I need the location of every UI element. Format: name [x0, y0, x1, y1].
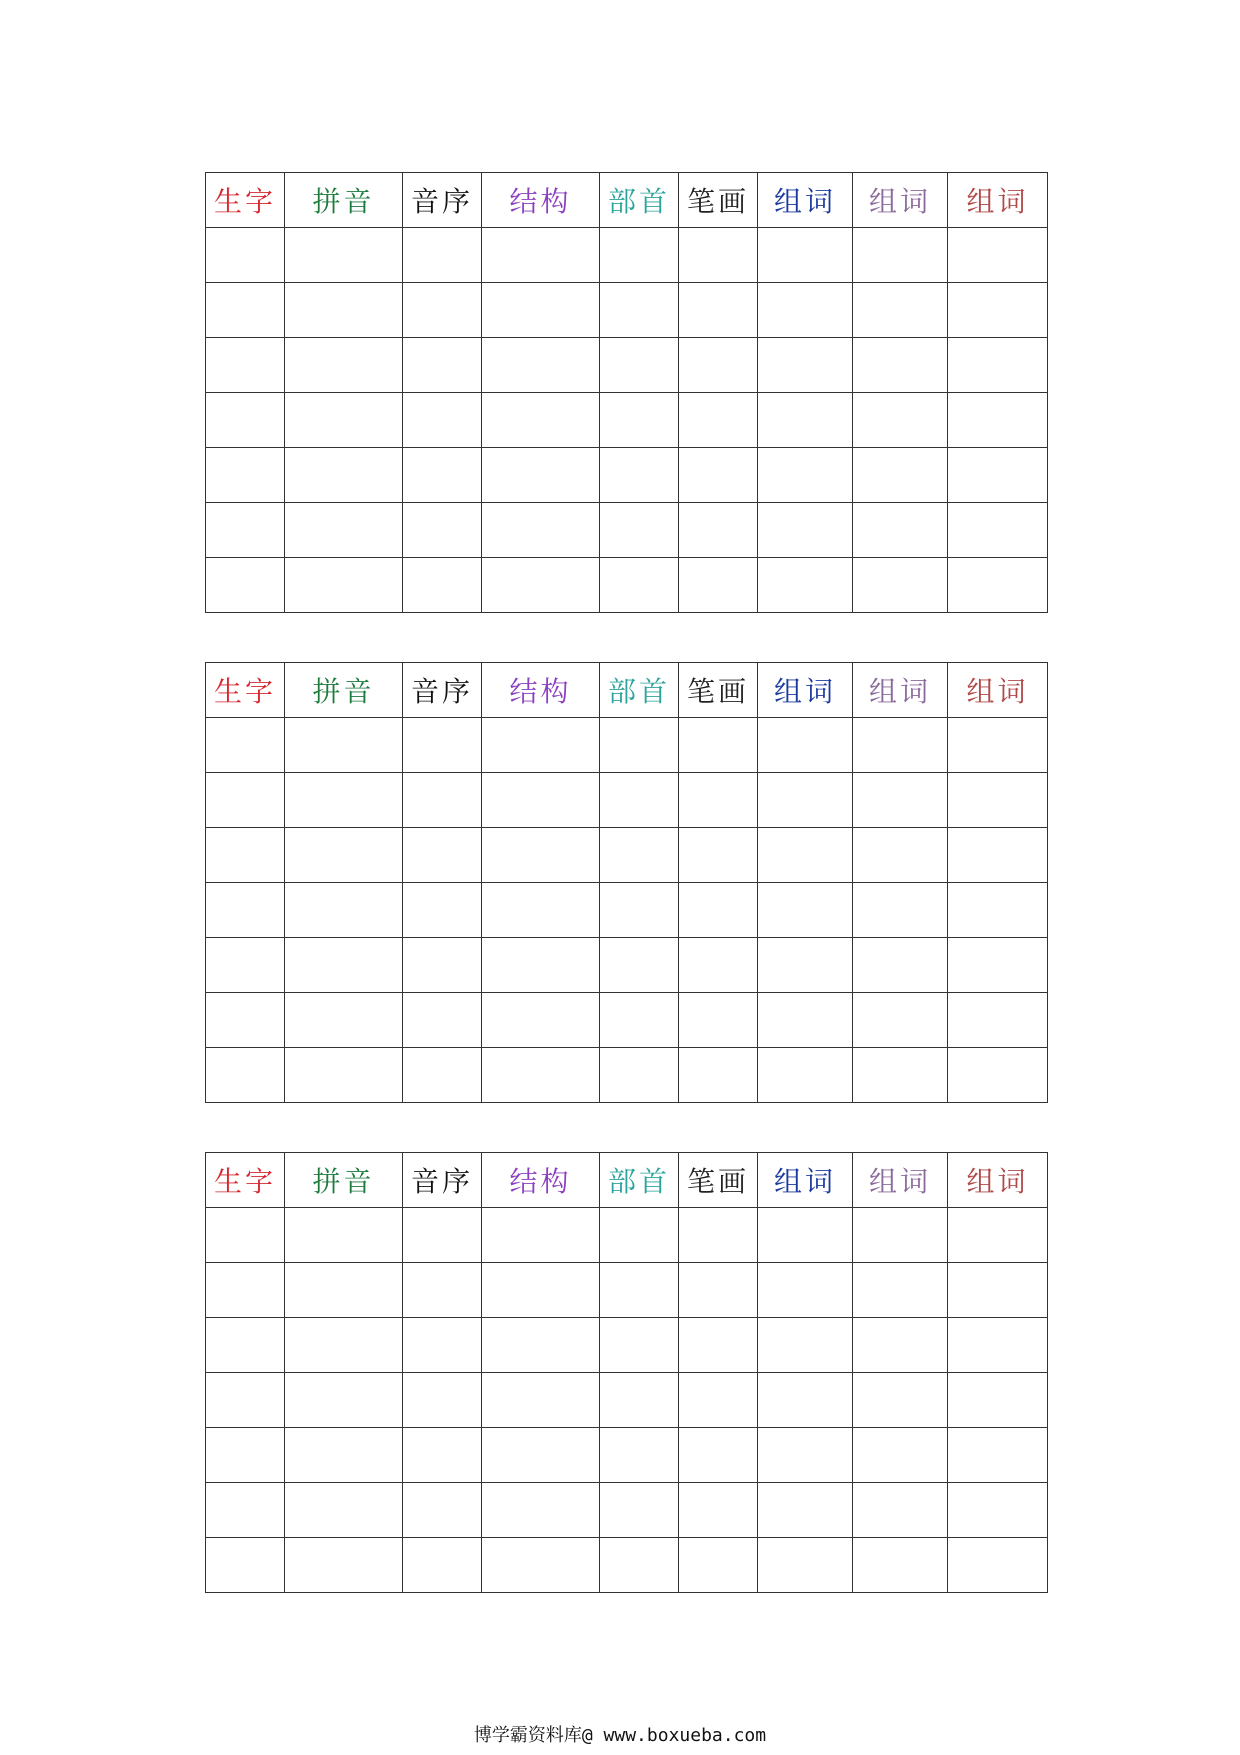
- blank-cell[interactable]: [853, 1318, 948, 1373]
- column-header: 组词: [948, 1153, 1048, 1208]
- blank-cell[interactable]: [948, 993, 1048, 1048]
- column-header: 组词: [853, 1153, 948, 1208]
- blank-cell[interactable]: [948, 1318, 1048, 1373]
- table-row: [206, 448, 1048, 503]
- blank-cell[interactable]: [758, 938, 853, 993]
- table-row: [206, 1373, 1048, 1428]
- worksheet-table-3: [205, 1152, 1048, 1593]
- blank-cell[interactable]: [679, 1048, 758, 1103]
- column-header: 组词: [853, 173, 948, 228]
- blank-cell[interactable]: [679, 773, 758, 828]
- blank-cell[interactable]: [285, 338, 403, 393]
- table-row: [206, 993, 1048, 1048]
- blank-cell[interactable]: [600, 938, 679, 993]
- blank-cell[interactable]: [679, 558, 758, 613]
- blank-cell[interactable]: [206, 1483, 285, 1538]
- blank-cell[interactable]: [758, 718, 853, 773]
- blank-cell[interactable]: [948, 828, 1048, 883]
- blank-cell[interactable]: [948, 1263, 1048, 1318]
- blank-cell[interactable]: [600, 1318, 679, 1373]
- blank-cell[interactable]: [853, 283, 948, 338]
- table-row: [206, 1483, 1048, 1538]
- blank-cell[interactable]: [758, 558, 853, 613]
- blank-cell[interactable]: [853, 1538, 948, 1593]
- blank-cell[interactable]: [853, 883, 948, 938]
- blank-cell[interactable]: [679, 993, 758, 1048]
- blank-cell[interactable]: [600, 393, 679, 448]
- blank-cell[interactable]: [948, 938, 1048, 993]
- blank-cell[interactable]: [206, 1373, 285, 1428]
- blank-cell[interactable]: [482, 773, 600, 828]
- blank-cell[interactable]: [482, 1208, 600, 1263]
- blank-cell[interactable]: [285, 1318, 403, 1373]
- blank-cell[interactable]: [403, 283, 482, 338]
- blank-cell[interactable]: [679, 828, 758, 883]
- blank-cell[interactable]: [403, 338, 482, 393]
- column-header: 音序: [403, 173, 482, 228]
- blank-cell[interactable]: [758, 1538, 853, 1593]
- blank-cell[interactable]: [600, 718, 679, 773]
- blank-cell[interactable]: [600, 1538, 679, 1593]
- blank-cell[interactable]: [600, 993, 679, 1048]
- blank-cell[interactable]: [600, 828, 679, 883]
- blank-cell[interactable]: [948, 338, 1048, 393]
- blank-cell[interactable]: [206, 828, 285, 883]
- blank-cell[interactable]: [948, 1048, 1048, 1103]
- column-header: 结构: [482, 1153, 600, 1208]
- column-header: 音序: [403, 1153, 482, 1208]
- blank-cell[interactable]: [206, 393, 285, 448]
- blank-cell[interactable]: [403, 1318, 482, 1373]
- blank-cell[interactable]: [285, 448, 403, 503]
- table-row: [206, 1318, 1048, 1373]
- column-header: 生字: [206, 1153, 285, 1208]
- blank-cell[interactable]: [948, 883, 1048, 938]
- blank-cell[interactable]: [853, 1263, 948, 1318]
- blank-cell[interactable]: [206, 938, 285, 993]
- table-row: [206, 558, 1048, 613]
- blank-cell[interactable]: [853, 558, 948, 613]
- blank-cell[interactable]: [482, 718, 600, 773]
- blank-cell[interactable]: [285, 773, 403, 828]
- blank-cell[interactable]: [403, 718, 482, 773]
- blank-cell[interactable]: [679, 338, 758, 393]
- column-header: 部首: [600, 1153, 679, 1208]
- blank-cell[interactable]: [206, 993, 285, 1048]
- blank-cell[interactable]: [679, 1263, 758, 1318]
- blank-cell[interactable]: [758, 503, 853, 558]
- table-row: [206, 283, 1048, 338]
- blank-cell[interactable]: [853, 773, 948, 828]
- blank-cell[interactable]: [948, 1538, 1048, 1593]
- blank-cell[interactable]: [482, 1483, 600, 1538]
- blank-cell[interactable]: [206, 1428, 285, 1483]
- blank-cell[interactable]: [285, 1208, 403, 1263]
- header-row: [206, 663, 1048, 718]
- blank-cell[interactable]: [206, 1318, 285, 1373]
- footer-watermark: 博学霸资料库@ www.boxueba.com: [473, 1725, 767, 1746]
- blank-cell[interactable]: [853, 503, 948, 558]
- blank-cell[interactable]: [482, 1263, 600, 1318]
- blank-cell[interactable]: [853, 1483, 948, 1538]
- blank-cell[interactable]: [403, 1538, 482, 1593]
- blank-cell[interactable]: [679, 938, 758, 993]
- blank-cell[interactable]: [600, 228, 679, 283]
- blank-cell[interactable]: [285, 503, 403, 558]
- worksheet-table-1: [205, 172, 1048, 613]
- blank-cell[interactable]: [482, 883, 600, 938]
- blank-cell[interactable]: [853, 448, 948, 503]
- table-row: [206, 503, 1048, 558]
- blank-cell[interactable]: [853, 228, 948, 283]
- blank-cell[interactable]: [948, 1208, 1048, 1263]
- blank-cell[interactable]: [285, 393, 403, 448]
- blank-cell[interactable]: [206, 883, 285, 938]
- blank-cell[interactable]: [853, 828, 948, 883]
- blank-cell[interactable]: [758, 228, 853, 283]
- column-header: 笔画: [679, 1153, 758, 1208]
- blank-cell[interactable]: [948, 558, 1048, 613]
- blank-cell[interactable]: [403, 228, 482, 283]
- blank-cell[interactable]: [679, 1428, 758, 1483]
- blank-cell[interactable]: [853, 1428, 948, 1483]
- table-row: [206, 1208, 1048, 1263]
- blank-cell[interactable]: [285, 1428, 403, 1483]
- table-row: [206, 938, 1048, 993]
- blank-cell[interactable]: [758, 1318, 853, 1373]
- header-row: [206, 173, 1048, 228]
- blank-cell[interactable]: [285, 828, 403, 883]
- blank-cell[interactable]: [482, 558, 600, 613]
- blank-cell[interactable]: [853, 993, 948, 1048]
- blank-cell[interactable]: [403, 1373, 482, 1428]
- blank-cell[interactable]: [758, 1048, 853, 1103]
- column-header: 部首: [600, 663, 679, 718]
- blank-cell[interactable]: [403, 1483, 482, 1538]
- blank-cell[interactable]: [403, 883, 482, 938]
- column-header: 笔画: [679, 663, 758, 718]
- blank-cell[interactable]: [679, 718, 758, 773]
- blank-cell[interactable]: [600, 773, 679, 828]
- blank-cell[interactable]: [206, 283, 285, 338]
- blank-cell[interactable]: [206, 1208, 285, 1263]
- blank-cell[interactable]: [679, 393, 758, 448]
- header-row: [206, 1153, 1048, 1208]
- blank-cell[interactable]: [206, 1048, 285, 1103]
- blank-cell[interactable]: [403, 1428, 482, 1483]
- blank-cell[interactable]: [206, 773, 285, 828]
- blank-cell[interactable]: [285, 1538, 403, 1593]
- blank-cell[interactable]: [285, 558, 403, 613]
- blank-cell[interactable]: [853, 1208, 948, 1263]
- blank-cell[interactable]: [758, 1483, 853, 1538]
- blank-cell[interactable]: [285, 283, 403, 338]
- blank-cell[interactable]: [600, 338, 679, 393]
- table-body: [206, 228, 1048, 613]
- blank-cell[interactable]: [758, 883, 853, 938]
- blank-cell[interactable]: [206, 1263, 285, 1318]
- column-header: 拼音: [285, 663, 403, 718]
- blank-cell[interactable]: [482, 1048, 600, 1103]
- blank-cell[interactable]: [679, 1483, 758, 1538]
- blank-cell[interactable]: [948, 773, 1048, 828]
- blank-cell[interactable]: [206, 448, 285, 503]
- blank-cell[interactable]: [285, 1048, 403, 1103]
- blank-cell[interactable]: [948, 283, 1048, 338]
- blank-cell[interactable]: [758, 1373, 853, 1428]
- blank-cell[interactable]: [403, 1048, 482, 1103]
- blank-cell[interactable]: [600, 1208, 679, 1263]
- blank-cell[interactable]: [482, 1373, 600, 1428]
- blank-cell[interactable]: [403, 1208, 482, 1263]
- worksheet-table-2: [205, 662, 1048, 1103]
- blank-cell[interactable]: [482, 1318, 600, 1373]
- blank-cell[interactable]: [206, 718, 285, 773]
- blank-cell[interactable]: [482, 228, 600, 283]
- table-row: [206, 338, 1048, 393]
- blank-cell[interactable]: [948, 448, 1048, 503]
- blank-cell[interactable]: [853, 1373, 948, 1428]
- blank-cell[interactable]: [758, 448, 853, 503]
- blank-cell[interactable]: [679, 883, 758, 938]
- blank-cell[interactable]: [482, 1428, 600, 1483]
- table-row: [206, 228, 1048, 283]
- blank-cell[interactable]: [758, 1428, 853, 1483]
- blank-cell[interactable]: [206, 1538, 285, 1593]
- blank-cell[interactable]: [206, 558, 285, 613]
- column-header: 组词: [758, 173, 853, 228]
- blank-cell[interactable]: [758, 1208, 853, 1263]
- blank-cell[interactable]: [600, 1263, 679, 1318]
- blank-cell[interactable]: [403, 938, 482, 993]
- blank-cell[interactable]: [285, 1373, 403, 1428]
- blank-cell[interactable]: [679, 1318, 758, 1373]
- blank-cell[interactable]: [948, 228, 1048, 283]
- blank-cell[interactable]: [403, 828, 482, 883]
- blank-cell[interactable]: [482, 393, 600, 448]
- blank-cell[interactable]: [758, 773, 853, 828]
- blank-cell[interactable]: [285, 1263, 403, 1318]
- blank-cell[interactable]: [403, 773, 482, 828]
- table-row: [206, 393, 1048, 448]
- blank-cell[interactable]: [758, 828, 853, 883]
- column-header: 组词: [948, 173, 1048, 228]
- blank-cell[interactable]: [285, 938, 403, 993]
- blank-cell[interactable]: [600, 1373, 679, 1428]
- blank-cell[interactable]: [206, 503, 285, 558]
- blank-cell[interactable]: [948, 1373, 1048, 1428]
- column-header: 组词: [853, 663, 948, 718]
- blank-cell[interactable]: [758, 1263, 853, 1318]
- table-row: [206, 828, 1048, 883]
- column-header: 结构: [482, 663, 600, 718]
- blank-cell[interactable]: [206, 228, 285, 283]
- blank-cell[interactable]: [285, 228, 403, 283]
- blank-cell[interactable]: [403, 503, 482, 558]
- column-header: 组词: [948, 663, 1048, 718]
- blank-cell[interactable]: [600, 283, 679, 338]
- blank-cell[interactable]: [679, 1208, 758, 1263]
- blank-cell[interactable]: [758, 993, 853, 1048]
- column-header: 组词: [758, 1153, 853, 1208]
- blank-cell[interactable]: [482, 338, 600, 393]
- column-header: 部首: [600, 173, 679, 228]
- blank-cell[interactable]: [482, 828, 600, 883]
- blank-cell[interactable]: [600, 558, 679, 613]
- blank-cell[interactable]: [679, 448, 758, 503]
- blank-cell[interactable]: [285, 1483, 403, 1538]
- blank-cell[interactable]: [679, 228, 758, 283]
- blank-cell[interactable]: [853, 1048, 948, 1103]
- column-header: 拼音: [285, 173, 403, 228]
- blank-cell[interactable]: [600, 1483, 679, 1538]
- table-row: [206, 883, 1048, 938]
- blank-cell[interactable]: [853, 393, 948, 448]
- table-row: [206, 1428, 1048, 1483]
- table-row: [206, 1263, 1048, 1318]
- blank-cell[interactable]: [285, 993, 403, 1048]
- blank-cell[interactable]: [600, 883, 679, 938]
- blank-cell[interactable]: [403, 448, 482, 503]
- table-row: [206, 1048, 1048, 1103]
- blank-cell[interactable]: [948, 393, 1048, 448]
- blank-cell[interactable]: [758, 393, 853, 448]
- blank-cell[interactable]: [482, 503, 600, 558]
- blank-cell[interactable]: [600, 448, 679, 503]
- blank-cell[interactable]: [853, 338, 948, 393]
- blank-cell[interactable]: [482, 938, 600, 993]
- blank-cell[interactable]: [948, 1483, 1048, 1538]
- blank-cell[interactable]: [853, 718, 948, 773]
- column-header: 结构: [482, 173, 600, 228]
- blank-cell[interactable]: [600, 1048, 679, 1103]
- blank-cell[interactable]: [403, 993, 482, 1048]
- blank-cell[interactable]: [285, 883, 403, 938]
- column-header: 生字: [206, 663, 285, 718]
- table-row: [206, 718, 1048, 773]
- blank-cell[interactable]: [853, 938, 948, 993]
- blank-cell[interactable]: [948, 503, 1048, 558]
- blank-cell[interactable]: [403, 558, 482, 613]
- blank-cell[interactable]: [679, 1373, 758, 1428]
- blank-cell[interactable]: [206, 338, 285, 393]
- blank-cell[interactable]: [482, 993, 600, 1048]
- blank-cell[interactable]: [482, 283, 600, 338]
- blank-cell[interactable]: [948, 1428, 1048, 1483]
- blank-cell[interactable]: [948, 718, 1048, 773]
- blank-cell[interactable]: [679, 1538, 758, 1593]
- column-header: 组词: [758, 663, 853, 718]
- blank-cell[interactable]: [482, 1538, 600, 1593]
- blank-cell[interactable]: [679, 283, 758, 338]
- table-row: [206, 773, 1048, 828]
- blank-cell[interactable]: [403, 393, 482, 448]
- blank-cell[interactable]: [285, 718, 403, 773]
- blank-cell[interactable]: [403, 1263, 482, 1318]
- column-header: 拼音: [285, 1153, 403, 1208]
- column-header: 笔画: [679, 173, 758, 228]
- table-body: [206, 718, 1048, 1103]
- column-header: 音序: [403, 663, 482, 718]
- table-body: [206, 1208, 1048, 1593]
- blank-cell[interactable]: [600, 503, 679, 558]
- blank-cell[interactable]: [482, 448, 600, 503]
- blank-cell[interactable]: [600, 1428, 679, 1483]
- blank-cell[interactable]: [758, 338, 853, 393]
- blank-cell[interactable]: [758, 283, 853, 338]
- table-row: [206, 1538, 1048, 1593]
- column-header: 生字: [206, 173, 285, 228]
- blank-cell[interactable]: [679, 503, 758, 558]
